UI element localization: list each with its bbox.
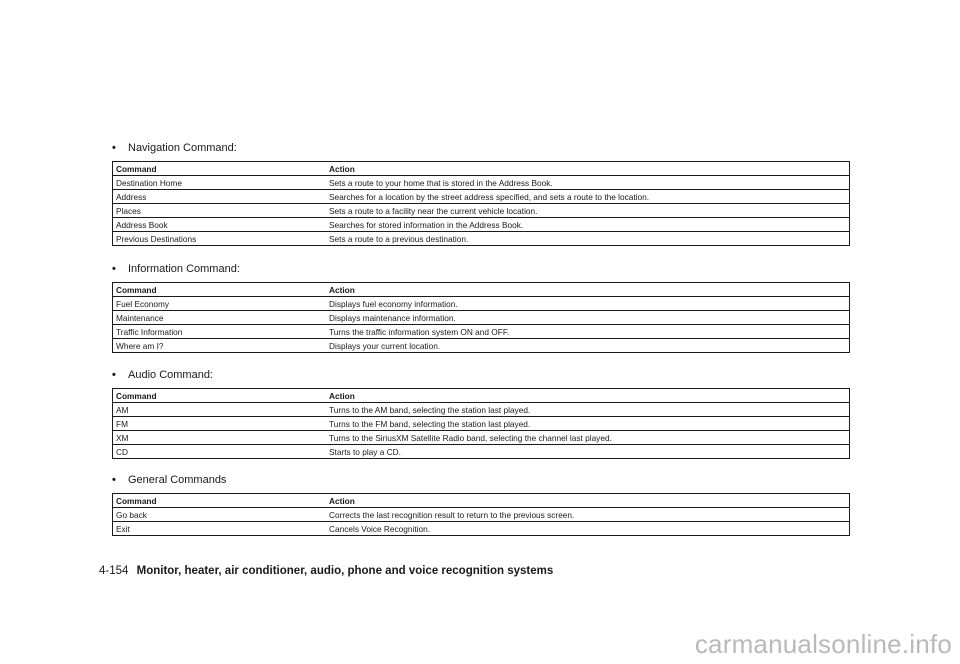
table-row (113, 445, 850, 459)
command-cell: Previous Destinations (113, 232, 327, 246)
command-cell: FM (113, 417, 327, 431)
column-header-action: Action (329, 284, 355, 295)
action-cell: Displays maintenance information. (326, 311, 850, 325)
heading-text: Navigation Command: (128, 142, 237, 154)
chapter-title: Monitor, heater, air conditioner, audio, phone and voice recognition systems (136, 565, 554, 577)
command-cell: CD (113, 445, 327, 459)
table-row (113, 176, 850, 190)
bullet-icon: • (112, 142, 116, 154)
command-cell: Where am I? (113, 339, 327, 353)
table-row (113, 232, 850, 246)
command-cell: Traffic Information (113, 325, 327, 339)
action-cell: Cancels Voice Recognition. (326, 522, 850, 536)
action-cell: Sets a route to a facility near the current vehicle location. (326, 204, 850, 218)
action-cell: Sets a route to your home that is stored in the Address Book. (326, 176, 850, 190)
action-cell: Turns to the AM band, selecting the station last played. (326, 403, 850, 417)
command-cell: Destination Home (113, 176, 327, 190)
column-header-action: Action (329, 390, 355, 401)
bullet-icon: • (112, 369, 116, 381)
table-row (113, 311, 850, 325)
watermark-text: carmanualsonline.info (694, 629, 952, 659)
heading-text: Audio Command: (128, 369, 213, 381)
column-header-command: Command (116, 284, 157, 295)
page-number: 4-154 (99, 565, 129, 577)
action-cell: Turns to the SiriusXM Satellite Radio band, selecting the channel last played. (326, 431, 850, 445)
heading-text: Information Command: (128, 263, 240, 275)
command-cell: Maintenance (113, 311, 327, 325)
table-row (113, 508, 850, 522)
action-cell: Searches for stored information in the Address Book. (326, 218, 850, 232)
table-row (113, 204, 850, 218)
table-header-row (113, 162, 850, 176)
table-row (113, 218, 850, 232)
table-header-row (113, 389, 850, 403)
command-cell: Address (113, 190, 327, 204)
heading-text: General Commands (128, 474, 227, 486)
command-cell: Go back (113, 508, 327, 522)
table-row (113, 190, 850, 204)
action-cell: Displays your current location. (326, 339, 850, 353)
table-row (113, 403, 850, 417)
action-cell: Displays fuel economy information. (326, 297, 850, 311)
section-heading-information (112, 262, 240, 276)
table-row (113, 297, 850, 311)
command-cell: XM (113, 431, 327, 445)
section-heading-audio (112, 368, 213, 382)
action-cell: Corrects the last recognition result to return to the previous screen. (326, 508, 850, 522)
general-command-table (112, 493, 850, 536)
bullet-icon: • (112, 263, 116, 275)
column-header-command: Command (116, 390, 157, 401)
table-row (113, 339, 850, 353)
action-cell: Starts to play a CD. (326, 445, 850, 459)
action-cell: Sets a route to a previous destination. (326, 232, 850, 246)
column-header-action: Action (329, 495, 355, 506)
command-cell: AM (113, 403, 327, 417)
section-heading-navigation (112, 141, 237, 155)
action-cell: Turns to the FM band, selecting the station last played. (326, 417, 850, 431)
table-header-row (113, 494, 850, 508)
table-row (113, 431, 850, 445)
column-header-action: Action (329, 163, 355, 174)
command-cell: Exit (113, 522, 327, 536)
command-cell: Places (113, 204, 327, 218)
table-row (113, 522, 850, 536)
page-footer (99, 565, 553, 577)
command-cell: Fuel Economy (113, 297, 327, 311)
action-cell: Turns the traffic information system ON and OFF. (326, 325, 850, 339)
bullet-icon: • (112, 474, 116, 486)
column-header-command: Command (116, 163, 157, 174)
audio-command-table (112, 388, 850, 459)
information-command-table (112, 282, 850, 353)
action-cell: Searches for a location by the street address specified, and sets a route to the location. (326, 190, 850, 204)
table-header-row (113, 283, 850, 297)
table-row (113, 417, 850, 431)
navigation-command-table (112, 161, 850, 246)
column-header-command: Command (116, 495, 157, 506)
command-cell: Address Book (113, 218, 327, 232)
section-heading-general (112, 473, 226, 487)
table-row (113, 325, 850, 339)
